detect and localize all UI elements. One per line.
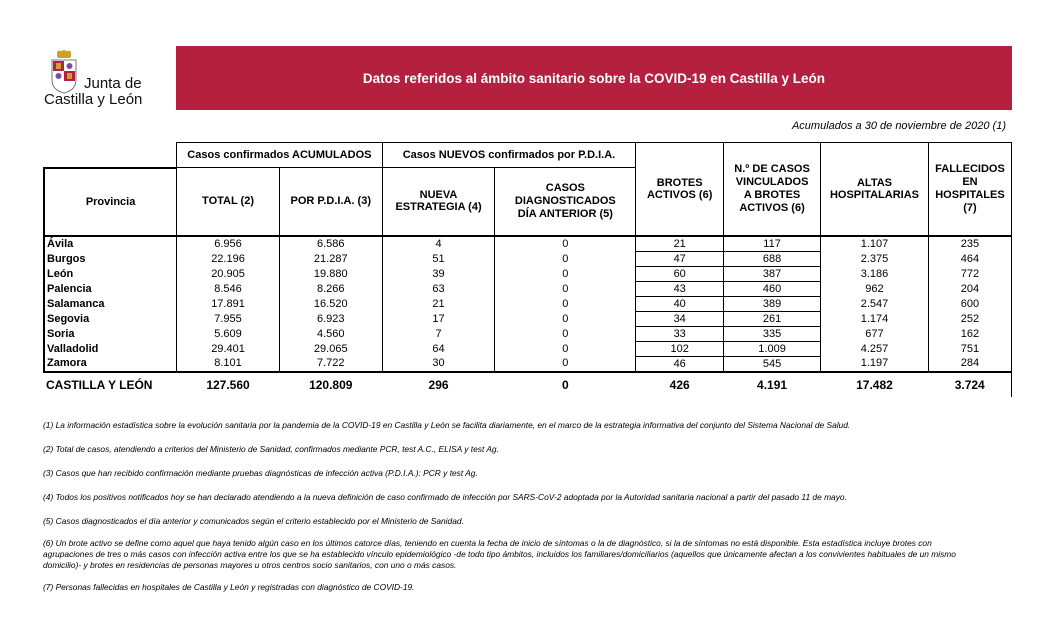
table-cell: 22.196	[177, 251, 280, 266]
footnote-7: (7) Personas fallecidas en hospitales de Castilla y León y registradas con diagnóstico de COVID-19.	[43, 582, 415, 592]
table-cell: 0	[495, 266, 636, 281]
total-cell: 127.560	[177, 372, 280, 397]
table-cell: 0	[495, 311, 636, 326]
table-cell: 962	[821, 281, 929, 296]
logo-line-1: Junta de	[84, 75, 142, 92]
table-cell: 19.880	[279, 266, 382, 281]
footnote-1: (1) La información estadística sobre la evolución sanitaria por la pandemia de la COVID-19 en Castilla y León se facilita diariamente, en el marco de la estrategia informativa del conjunto del Sistema Nacional de Salud.	[43, 420, 851, 430]
table-row	[44, 236, 1012, 252]
header-total: TOTAL (2)	[177, 168, 280, 236]
footnote-2: (2) Total de casos, atendiendo a criterios del Ministerio de Sanidad, confirmados mediante PCR, test A.C., ELISA y test Ag.	[43, 444, 499, 454]
table-cell: 677	[821, 326, 929, 341]
table-cell: 6.956	[177, 236, 280, 252]
total-cell: 0	[495, 372, 636, 397]
table-cell: 387	[724, 266, 821, 281]
province-name: Valladolid	[44, 341, 177, 356]
table-cell: 29.401	[177, 341, 280, 356]
covid-data-table	[43, 142, 1012, 397]
table-row	[44, 311, 1012, 326]
table-row	[44, 356, 1012, 372]
junta-logo	[44, 50, 164, 110]
table-cell: 3.186	[821, 266, 929, 281]
total-cell: 4.191	[724, 372, 821, 397]
banner-title: Datos referidos al ámbito sanitario sobre la COVID-19 en Castilla y León	[362, 70, 826, 86]
total-cell: 296	[382, 372, 495, 397]
header-nueva-estrategia: NUEVA ESTRATEGIA (4)	[382, 168, 495, 236]
table-cell: 0	[495, 341, 636, 356]
total-cell: 3.724	[928, 372, 1011, 397]
table-cell: 40	[636, 296, 724, 311]
table-cell: 751	[928, 341, 1011, 356]
table-cell: 688	[724, 251, 821, 266]
table-cell: 261	[724, 311, 821, 326]
province-name: Salamanca	[44, 296, 177, 311]
total-row	[44, 372, 1012, 397]
table-cell: 33	[636, 326, 724, 341]
province-name: León	[44, 266, 177, 281]
table-cell: 600	[928, 296, 1011, 311]
province-name: Palencia	[44, 281, 177, 296]
title-banner	[176, 46, 1012, 110]
header-altas: ALTAS HOSPITALARIAS	[821, 143, 929, 236]
table-cell: 4	[382, 236, 495, 252]
table-cell: 30	[382, 356, 495, 372]
table-cell: 772	[928, 266, 1011, 281]
table-cell: 21	[636, 236, 724, 252]
table-cell: 464	[928, 251, 1011, 266]
footnote-4: (4) Todos los positivos notificados hoy se han declarado atendiendo a la nueva definición de caso confirmado de infección por SARS-CoV-2 adoptada por la Autoridad sanitaria nacional a partir del pasado 11 de mayo.	[43, 492, 847, 502]
table-cell: 335	[724, 326, 821, 341]
header-pdia: POR P.D.I.A. (3)	[279, 168, 382, 236]
table-cell: 1.197	[821, 356, 929, 372]
table-cell: 1.174	[821, 311, 929, 326]
total-label: CASTILLA Y LEÓN	[44, 372, 177, 397]
table-cell: 46	[636, 356, 724, 372]
header-dia-anterior: CASOS DIAGNOSTICADOS DÍA ANTERIOR (5)	[495, 168, 636, 236]
table-cell: 204	[928, 281, 1011, 296]
table-cell: 0	[495, 356, 636, 372]
table-row	[44, 341, 1012, 356]
footnote-6: (6) Un brote activo se define como aquel que haya tenido algún caso en los últimos catorce días, teniendo en cuenta la fecha de inicio de síntomas o la de diagnóstico, si la de síntomas no está disponible. Esta estadística incluye brotes con agrupaciones de tres o más casos con infección activa entre los que se ha establecido vínculo epidemiológico -de todo tipo ámbitos, incluidos los familiares/domiciliarios (aquellos que únicamente afectan a los convivientes habituales de un mismo domicilio)- y brotes en residencias de personas mayores u otros centros socio sanitarios, con uno o más casos.	[43, 538, 956, 570]
logo-line-2: Castilla y León	[44, 91, 143, 108]
table-body	[44, 236, 1012, 397]
table-row	[44, 296, 1012, 311]
table-cell: 17	[382, 311, 495, 326]
table-cell: 117	[724, 236, 821, 252]
table-cell: 2.375	[821, 251, 929, 266]
header-vinculados: N.º DE CASOS VINCULADOS A BROTES ACTIVOS (6)	[724, 143, 821, 236]
table-cell: 8.266	[279, 281, 382, 296]
table-cell: 34	[636, 311, 724, 326]
table-cell: 162	[928, 326, 1011, 341]
table-cell: 16.520	[279, 296, 382, 311]
table-row	[44, 251, 1012, 266]
table-cell: 17.891	[177, 296, 280, 311]
table-cell: 4.257	[821, 341, 929, 356]
table-cell: 20.905	[177, 266, 280, 281]
table-cell: 1.107	[821, 236, 929, 252]
total-cell: 17.482	[821, 372, 929, 397]
header-provincia: Provincia	[44, 168, 177, 236]
table-cell: 0	[495, 251, 636, 266]
table-cell: 0	[495, 281, 636, 296]
table-row	[44, 281, 1012, 296]
table-row	[44, 266, 1012, 281]
footnote-3: (3) Casos que han recibido confirmación mediante pruebas diagnósticas de infección activa (P.D.I.A.): PCR y test Ag.	[43, 468, 478, 478]
table-cell: 7.722	[279, 356, 382, 372]
table-cell: 545	[724, 356, 821, 372]
table-row	[44, 326, 1012, 341]
table-cell: 21.287	[279, 251, 382, 266]
total-cell: 120.809	[279, 372, 382, 397]
table-cell: 6.586	[279, 236, 382, 252]
table-cell: 39	[382, 266, 495, 281]
table-cell: 389	[724, 296, 821, 311]
table-cell: 60	[636, 266, 724, 281]
province-name: Soria	[44, 326, 177, 341]
header-fallecidos: FALLECIDOS EN HOSPITALES (7)	[928, 143, 1011, 236]
header-brotes: BROTES ACTIVOS (6)	[636, 143, 724, 236]
group-header-nuevos: Casos NUEVOS confirmados por P.D.I.A.	[382, 143, 636, 168]
total-cell: 426	[636, 372, 724, 397]
group-header-acumulados: Casos confirmados ACUMULADOS	[177, 143, 382, 168]
table-cell: 21	[382, 296, 495, 311]
table-cell: 7.955	[177, 311, 280, 326]
table-cell: 284	[928, 356, 1011, 372]
footnote-5: (5) Casos diagnosticados el día anterior y comunicados según el criterio establecido por el Ministerio de Sanidad.	[43, 516, 464, 526]
table-cell: 29.065	[279, 341, 382, 356]
table-cell: 0	[495, 236, 636, 252]
table-cell: 460	[724, 281, 821, 296]
table-cell: 7	[382, 326, 495, 341]
table-cell: 63	[382, 281, 495, 296]
table-cell: 1.009	[724, 341, 821, 356]
table-cell: 5.609	[177, 326, 280, 341]
table-cell: 43	[636, 281, 724, 296]
table-cell: 235	[928, 236, 1011, 252]
table-cell: 252	[928, 311, 1011, 326]
table-cell: 8.101	[177, 356, 280, 372]
province-name: Segovia	[44, 311, 177, 326]
table-cell: 0	[495, 296, 636, 311]
province-name: Zamora	[44, 356, 177, 372]
table-cell: 64	[382, 341, 495, 356]
table-cell: 4.560	[279, 326, 382, 341]
table-cell: 47	[636, 251, 724, 266]
province-name: Ávila	[44, 236, 177, 252]
table-cell: 2.547	[821, 296, 929, 311]
province-name: Burgos	[44, 251, 177, 266]
table-cell: 0	[495, 326, 636, 341]
report-date: Acumulados a 30 de noviembre de 2020 (1)	[791, 120, 1006, 132]
table-cell: 51	[382, 251, 495, 266]
table-cell: 6.923	[279, 311, 382, 326]
table-cell: 8.546	[177, 281, 280, 296]
footnotes	[43, 420, 973, 593]
table-cell: 102	[636, 341, 724, 356]
